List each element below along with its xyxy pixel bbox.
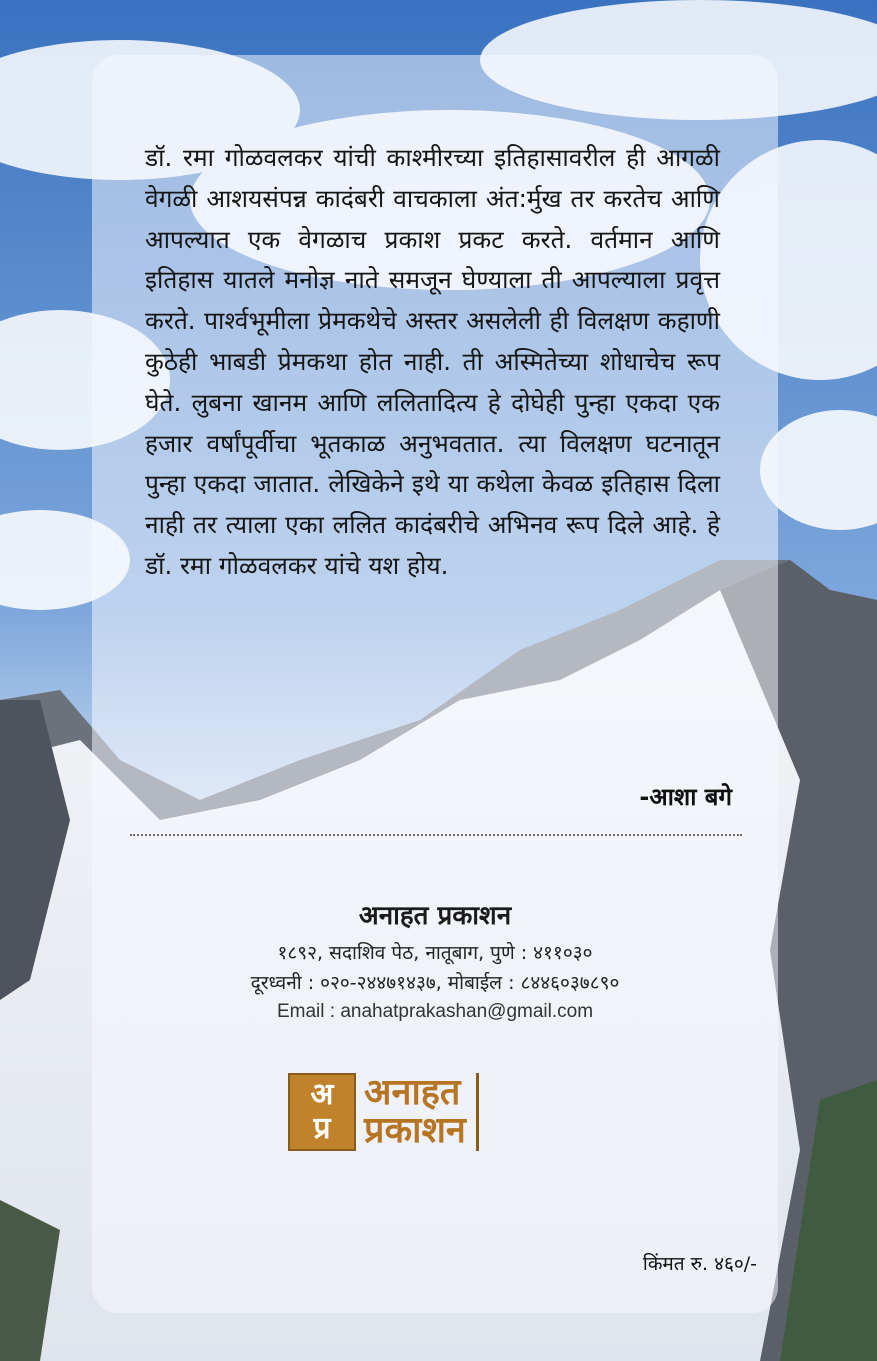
logo-line-1: अनाहत	[364, 1072, 461, 1113]
blurb-text: डॉ. रमा गोळवलकर यांची काश्मीरच्या इतिहासावरील ही आगळी वेगळी आशयसंपन्न कादंबरी वाचकाला अंत:र्मुख तर करतेच आणि आपल्यात एक वेगळाच प्रकाश प्रकट करते. वर्तमान आणि इतिहास यातले मनोज्ञ नाते समजून घेण्याला ती आपल्याला प्रवृत्त करते. पार्श्वभूमीला प्रेमकथेचे अस्तर असलेली ही विलक्षण कहाणी कुठेही भाबडी प्रेमकथा होत नाही. ती अस्मितेच्या शोधाचेच रूप घेते. लुबना खानम आणि ललितादित्य हे दोघेही पुन्हा एकदा एक हजार वर्षांपूर्वीचा भूतकाळ अनुभवतात. त्या विलक्षण घटनातून पुन्हा एकदा जातात. लेखिकेने इथे या कथेला केवळ इतिहास दिला नाही तर त्याला एका ललित कादंबरीचे अभिनव रूप दिले आहे. हे डॉ. रमा गोळवलकर यांचे यश होय.	[145, 143, 720, 580]
blurb-author: -आशा बगे	[639, 783, 732, 811]
publisher-phone: दूरध्वनी : ०२०-२४४७१४३७, मोबाईल : ८४४६०३७८९०	[250, 972, 620, 994]
publisher-email: Email : anahatprakashan@gmail.com	[276, 1001, 594, 1022]
publisher-info	[92, 896, 778, 1026]
publisher-logo	[288, 1073, 479, 1151]
divider	[130, 834, 742, 836]
publisher-address: १८९२, सदाशिव पेठ, नातूबाग, पुणे : ४११०३०	[277, 942, 593, 964]
logo-mark	[288, 1073, 356, 1151]
logo-mark-top: अ	[310, 1077, 334, 1112]
price-label: किंमत रु. ४६०/-	[642, 1253, 757, 1275]
logo-wordmark	[364, 1073, 479, 1151]
logo-mark-bottom: प्र	[313, 1111, 331, 1146]
logo-line-2: प्रकाशन	[364, 1110, 466, 1151]
publisher-name: अनाहत प्रकाशन	[358, 901, 512, 931]
